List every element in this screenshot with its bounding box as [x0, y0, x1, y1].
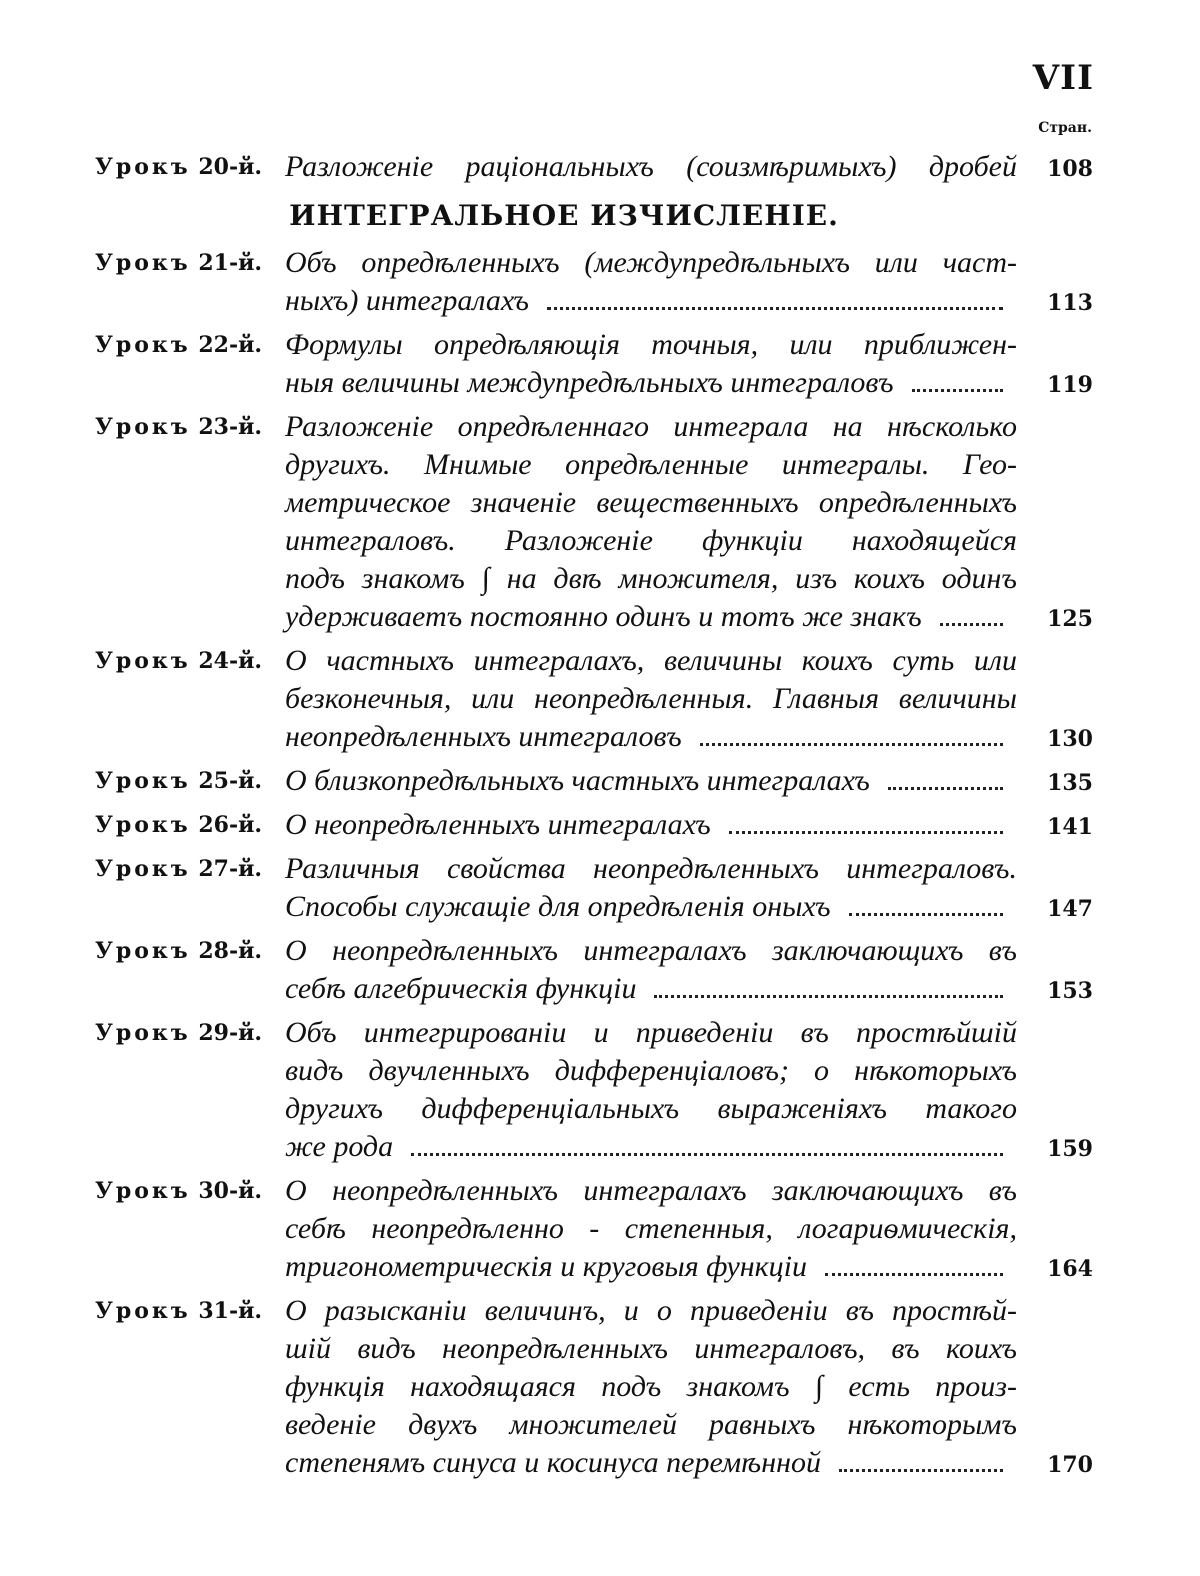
title-line: [285, 1052, 1093, 1090]
title-line-text: себѣ неопредѣленно - степенныя, логариѳмическія,: [285, 1212, 1017, 1245]
lesson-word: Урокъ: [95, 648, 191, 674]
title-line-text: себѣ алгебрическія функціи: [285, 972, 637, 1005]
section-heading: ИНТЕГРАЛЬНОЕ ИЗЧИСЛЕНІЕ.: [289, 199, 839, 232]
lesson-number: 21-й.: [198, 250, 263, 276]
page-ref: 135: [1047, 770, 1093, 796]
title-line: [285, 1090, 1093, 1128]
dot-leader: [411, 1153, 1003, 1156]
page-ref: 153: [1047, 978, 1093, 1004]
title-line: [285, 1444, 1093, 1484]
lesson-number: 31-й.: [198, 1298, 263, 1324]
title-line-text: Различныя свойства неопредѣленныхъ интеграловъ.: [285, 852, 1017, 885]
lesson-word: Урокъ: [95, 1178, 191, 1204]
dot-leader: [912, 389, 1003, 392]
lesson-title: [285, 806, 1093, 846]
dot-leader: [654, 995, 1003, 998]
table-of-contents: [95, 148, 1093, 1488]
dot-leader: [849, 913, 1003, 916]
lesson-title: [285, 1014, 1093, 1168]
title-line-text: функція находящаяся подъ знакомъ ∫ есть произ-: [285, 1370, 1017, 1403]
lesson-number: 27-й.: [198, 856, 263, 882]
title-line-text: ныхъ) интегралахъ: [285, 284, 529, 317]
title-line-text: неопредѣленныхъ интеграловъ: [285, 720, 682, 753]
lesson-title: [285, 850, 1093, 928]
lesson-title: [285, 148, 1093, 188]
lesson-label: [95, 244, 285, 282]
lesson-word: Урокъ: [95, 250, 191, 276]
title-line: [285, 970, 1093, 1010]
title-line-text: другихъ. Мнимые опредѣленные интегралы. Гео-: [285, 448, 1017, 481]
lesson-label: [95, 1172, 285, 1210]
title-line: [285, 718, 1093, 758]
lesson-number: 29-й.: [198, 1020, 263, 1046]
toc-entry: [95, 932, 1093, 1010]
title-line: [285, 560, 1093, 598]
title-line-text: О неопредѣленныхъ интегралахъ: [285, 808, 711, 841]
toc-entry: [95, 1292, 1093, 1484]
lesson-word: Урокъ: [95, 414, 191, 440]
toc-entry: [95, 850, 1093, 928]
title-line-text: Разложеніе раціональныхъ (соизмѣримыхъ) дробей: [285, 150, 1017, 183]
title-line: [285, 282, 1093, 322]
lesson-word: Урокъ: [95, 768, 191, 794]
lesson-label: [95, 850, 285, 888]
lesson-label: [95, 148, 285, 186]
title-line-text: интеграловъ. Разложеніе функціи находящейся: [285, 524, 1017, 557]
lesson-label: [95, 1292, 285, 1330]
page-ref: 108: [1047, 156, 1093, 182]
lesson-word: Урокъ: [95, 938, 191, 964]
lesson-label: [95, 326, 285, 364]
toc-entry: [95, 148, 1093, 188]
toc-entry: [95, 408, 1093, 638]
page-number: VII: [1032, 58, 1094, 98]
lesson-title: [285, 244, 1093, 322]
title-line-text: видъ двучленныхъ дифференціаловъ; о нѣкоторыхъ: [285, 1054, 1017, 1087]
title-line: [285, 1210, 1093, 1248]
toc-group-after: [95, 244, 1093, 1484]
title-line: [285, 806, 1093, 846]
lesson-word: Урокъ: [95, 856, 191, 882]
lesson-label: [95, 642, 285, 680]
title-line: [285, 364, 1093, 404]
page-ref: 170: [1047, 1452, 1093, 1478]
title-line-text: О разысканіи величинъ, и о приведеніи въ простѣй-: [285, 1294, 1017, 1327]
title-line: [285, 244, 1093, 282]
page-ref: 130: [1047, 726, 1093, 752]
page-ref: 164: [1047, 1256, 1093, 1282]
title-line: [285, 1172, 1093, 1210]
title-line: [285, 1128, 1093, 1168]
lesson-label: [95, 1014, 285, 1052]
title-line: [285, 408, 1093, 446]
lesson-word: Урокъ: [95, 812, 191, 838]
toc-entry: [95, 244, 1093, 322]
title-line-text: Разложеніе опредѣленнаго интеграла на нѣсколько: [285, 410, 1017, 443]
title-line: [285, 1248, 1093, 1288]
title-line: [285, 762, 1093, 802]
lesson-number: 28-й.: [198, 938, 263, 964]
page-ref: 159: [1047, 1136, 1093, 1162]
lesson-title: [285, 326, 1093, 404]
title-line: [285, 446, 1093, 484]
toc-group-before: [95, 148, 1093, 188]
title-line-text: шій видъ неопредѣленныхъ интеграловъ, въ коихъ: [285, 1332, 1017, 1365]
toc-entry: [95, 762, 1093, 802]
title-line-text: другихъ дифференціальныхъ выраженіяхъ такого: [285, 1092, 1017, 1125]
dot-leader: [547, 307, 1003, 310]
title-line-text: степенямъ синуса и косинуса перемѣнной: [285, 1446, 821, 1479]
title-line: [285, 680, 1093, 718]
toc-entry: [95, 326, 1093, 404]
title-line: [285, 484, 1093, 522]
title-line: [285, 598, 1093, 638]
dot-leader: [888, 787, 1003, 790]
title-line-text: Способы служащіе для опредѣленія оныхъ: [285, 890, 831, 923]
lesson-label: [95, 408, 285, 446]
title-line-text: ныя величины междупредѣльныхъ интеграловъ: [285, 366, 894, 399]
lesson-word: Урокъ: [95, 154, 191, 180]
lesson-word: Урокъ: [95, 1298, 191, 1324]
title-line-text: О близкопредѣльныхъ частныхъ интегралахъ: [285, 764, 870, 797]
toc-entry: [95, 806, 1093, 846]
title-line: [285, 642, 1093, 680]
dot-leader: [700, 743, 1003, 746]
lesson-number: 23-й.: [198, 414, 263, 440]
title-line-text: О частныхъ интегралахъ, величины коихъ суть или: [285, 644, 1017, 677]
toc-entry: [95, 1014, 1093, 1168]
dot-leader: [940, 623, 1003, 626]
page-column-label: Стран.: [1038, 120, 1092, 136]
lesson-title: [285, 762, 1093, 802]
title-line-text: Объ опредѣленныхъ (междупредѣльныхъ или част-: [285, 246, 1017, 279]
lesson-label: [95, 932, 285, 970]
toc-entry: [95, 1172, 1093, 1288]
lesson-word: Урокъ: [95, 1020, 191, 1046]
title-line-text: же рода: [285, 1130, 394, 1163]
title-line-text: О неопредѣленныхъ интегралахъ заключающихъ въ: [285, 934, 1017, 967]
title-line-text: тригонометрическія и круговыя функціи: [285, 1250, 808, 1283]
lesson-word: Урокъ: [95, 332, 191, 358]
lesson-title: [285, 1172, 1093, 1288]
lesson-title: [285, 932, 1093, 1010]
title-line-text: Формулы опредѣляющія точныя, или приближен-: [285, 328, 1017, 361]
lesson-title: [285, 408, 1093, 638]
lesson-title: [285, 1292, 1093, 1484]
dot-leader: [839, 1469, 1003, 1472]
title-line: [285, 326, 1093, 364]
lesson-number: 25-й.: [198, 768, 263, 794]
title-line: [285, 1368, 1093, 1406]
title-line-text: безконечныя, или неопредѣленныя. Главныя величины: [285, 682, 1017, 715]
lesson-number: 26-й.: [198, 812, 263, 838]
title-line-text: О неопредѣленныхъ интегралахъ заключающихъ въ: [285, 1174, 1017, 1207]
lesson-number: 22-й.: [198, 332, 263, 358]
page-ref: 147: [1047, 896, 1093, 922]
page-ref: 113: [1047, 290, 1093, 316]
title-line: [285, 148, 1093, 188]
lesson-number: 24-й.: [198, 648, 263, 674]
lesson-number: 20-й.: [198, 154, 263, 180]
title-line: [285, 1014, 1093, 1052]
lesson-label: [95, 806, 285, 844]
title-line: [285, 932, 1093, 970]
page-ref: 119: [1047, 372, 1093, 398]
page-ref: 125: [1047, 606, 1093, 632]
title-line: [285, 522, 1093, 560]
toc-entry: [95, 642, 1093, 758]
dot-leader: [825, 1273, 1003, 1276]
title-line-text: Объ интегрированіи и приведеніи въ простѣйшій: [285, 1016, 1017, 1049]
title-line-text: метрическое значеніе вещественныхъ опредѣленныхъ: [285, 486, 1017, 519]
title-line-text: подъ знакомъ ∫ на двѣ множителя, изъ коихъ одинъ: [285, 562, 1017, 595]
lesson-title: [285, 642, 1093, 758]
title-line: [285, 1292, 1093, 1330]
dot-leader: [729, 831, 1003, 834]
title-line: [285, 1330, 1093, 1368]
title-line: [285, 850, 1093, 888]
title-line: [285, 888, 1093, 928]
title-line-text: веденіе двухъ множителей равныхъ нѣкоторымъ: [285, 1408, 1017, 1441]
lesson-label: [95, 762, 285, 800]
page-ref: 141: [1047, 814, 1093, 840]
lesson-number: 30-й.: [198, 1178, 263, 1204]
title-line-text: удерживаетъ постоянно одинъ и тотъ же знакъ: [285, 600, 922, 633]
title-line: [285, 1406, 1093, 1444]
